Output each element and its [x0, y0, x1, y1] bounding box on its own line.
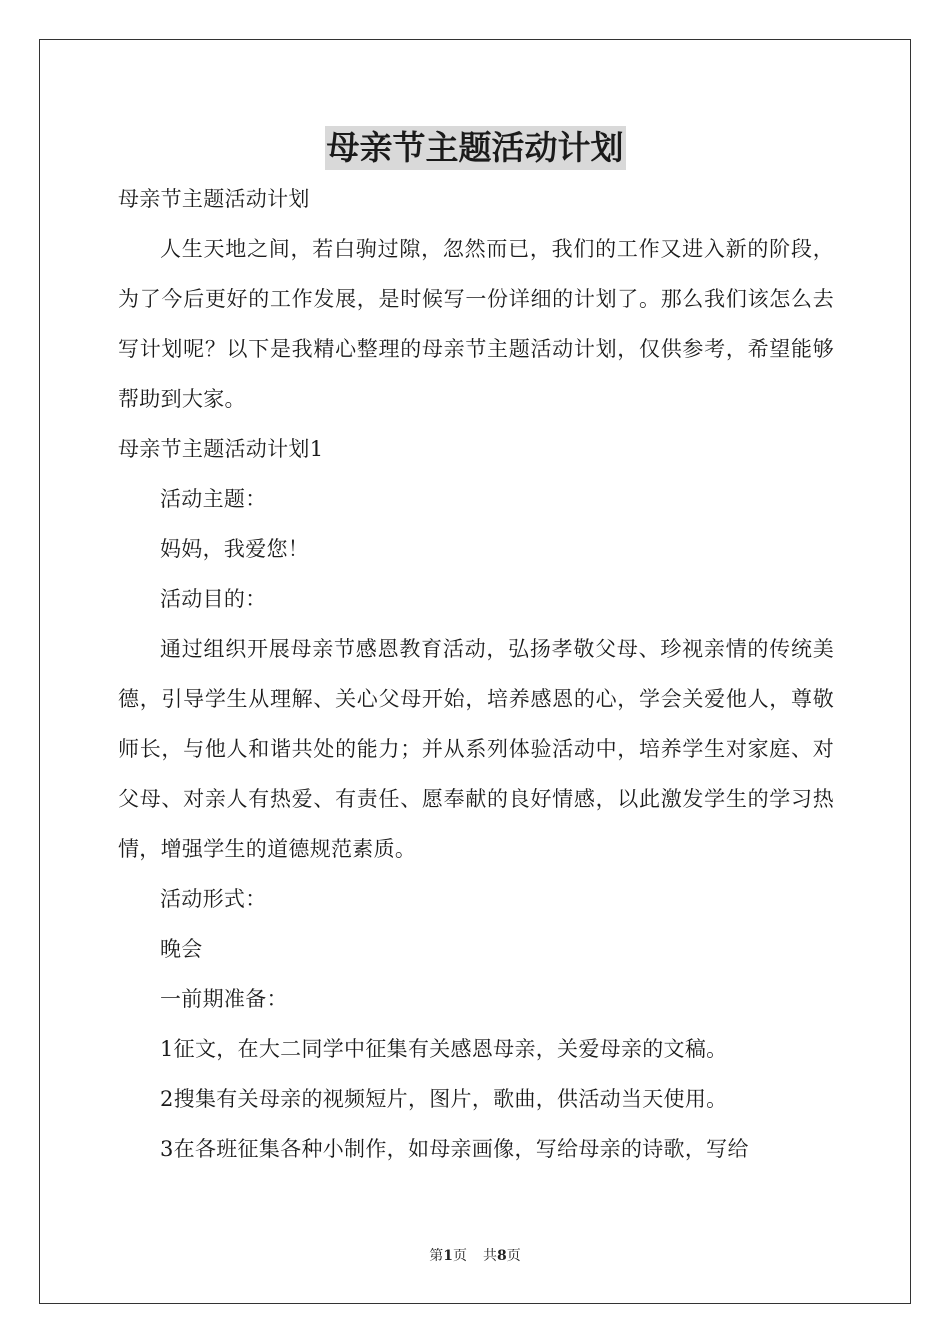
- page-footer: [0, 1246, 950, 1266]
- purpose-paragraph: 通过组织开展母亲节感恩教育活动，弘扬孝敬父母、珍视亲情的传统美德，引导学生从理解、关心父母开始，培养感恩的心，学会关爱他人，尊敬师长，与他人和谐共处的能力；并从系列体验活动中，培养学生对家庭、对父母、对亲人有热爱、有责任、愿奉献的良好情感，以此激发学生的学习热情，增强学生的道德规范素质。: [118, 637, 834, 861]
- document-title: [0, 126, 950, 174]
- document-body: [118, 174, 834, 1174]
- purpose-label: 活动目的：: [160, 587, 267, 611]
- form-label: 活动形式：: [160, 887, 267, 911]
- total-suffix: 页: [506, 1248, 521, 1264]
- section-heading: 母亲节主题活动计划1: [118, 437, 324, 461]
- page-total: 8: [497, 1248, 507, 1264]
- page-prefix: 第: [429, 1248, 444, 1264]
- total-prefix: 共: [483, 1248, 497, 1264]
- theme-value: 妈妈，我爱您！: [160, 537, 310, 561]
- prep-item: 2搜集有关母亲的视频短片，图片，歌曲，供活动当天使用。: [160, 1087, 728, 1111]
- prep-item: 1征文，在大二同学中征集有关感恩母亲，关爱母亲的文稿。: [160, 1037, 728, 1061]
- document-subtitle: 母亲节主题活动计划: [118, 187, 310, 211]
- document-title-text: 母亲节主题活动计划: [325, 126, 626, 170]
- prep-item: 3在各班征集各种小制作，如母亲画像，写给母亲的诗歌，写给: [160, 1137, 749, 1161]
- form-value: 晚会: [160, 937, 203, 961]
- page-mid: 页: [453, 1248, 467, 1264]
- intro-paragraph: 人生天地之间，若白驹过隙，忽然而已，我们的工作又进入新的阶段，为了今后更好的工作发展，是时候写一份详细的计划了。那么我们该怎么去写计划呢？以下是我精心整理的母亲节主题活动计划，仅供参考，希望能够帮助到大家。: [118, 237, 834, 411]
- page-current: 1: [443, 1248, 453, 1264]
- theme-label: 活动主题：: [160, 487, 267, 511]
- prep-label: 一前期准备：: [160, 987, 288, 1011]
